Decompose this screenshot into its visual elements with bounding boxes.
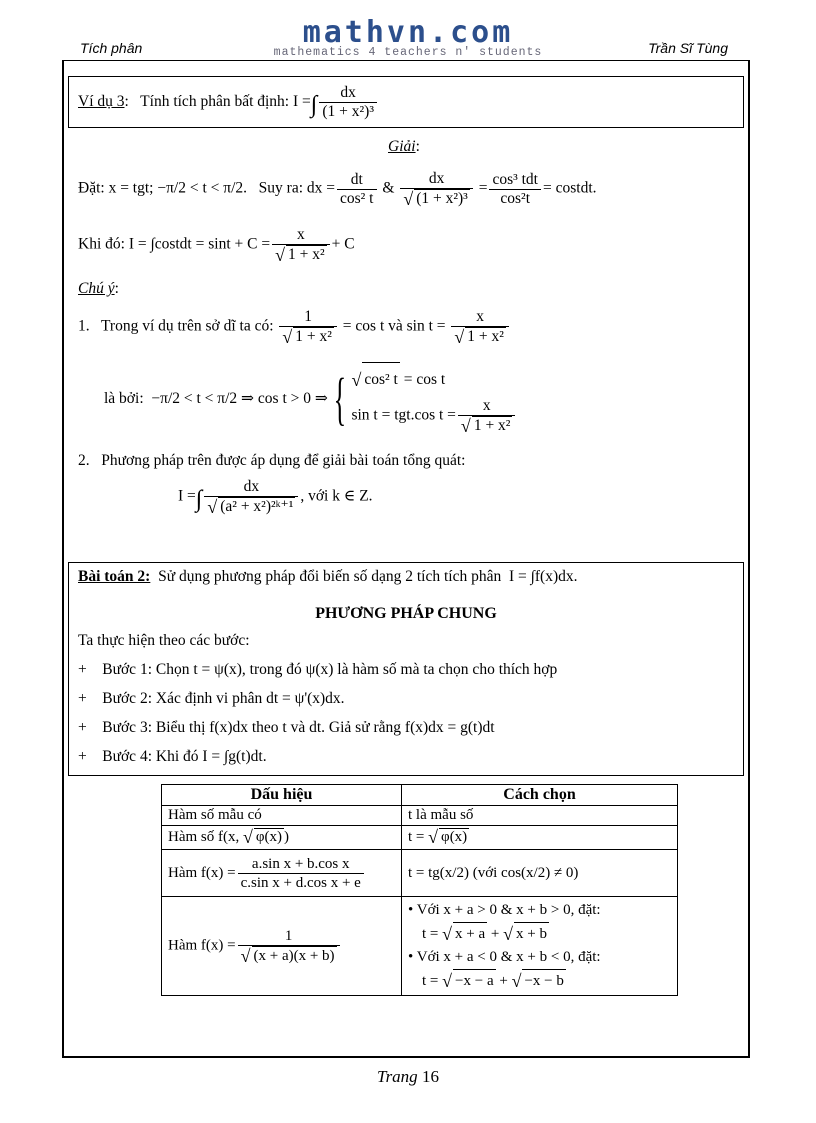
problem-line	[78, 568, 578, 586]
r4a-num: 1	[238, 927, 340, 946]
method-title: PHƯƠNG PHÁP CHUNG	[315, 605, 497, 622]
sys2-den: 1 + x²	[473, 417, 511, 434]
example-formula-lhs: I =	[293, 93, 311, 111]
item2-end: , với k ∈ Z.	[300, 487, 373, 505]
table-cell: Hàm số f(x, √ φ(x) )	[162, 826, 402, 850]
sys1-a: cos² t	[362, 362, 400, 397]
r4b-line1: • Với x + a > 0 & x + b > 0, đặt:	[408, 902, 601, 918]
c-den: cos²t	[500, 189, 531, 207]
when-lhs: I = ∫costdt = sint + C =	[128, 235, 271, 253]
r4b4-lhs: t =	[422, 973, 439, 989]
system-brace: {	[333, 365, 346, 431]
r4b4-mid: +	[499, 973, 508, 989]
step-1	[78, 661, 557, 679]
note-title-line	[78, 280, 119, 298]
dx-fraction	[337, 171, 377, 208]
r4b2-lhs: t =	[422, 926, 439, 942]
general-formula: I =∫ $\frac{dx}{\text{√ (a² + x²)²ᵏ⁺¹}}$ , với k ∈ Z.	[178, 478, 373, 517]
item1-den2: 1 + x²	[467, 328, 504, 345]
step-4-bullet: +	[78, 748, 87, 765]
problem-label: Bài toán 2:	[78, 568, 151, 585]
example-colon: :	[124, 93, 129, 111]
dx-lhs: dx =	[306, 179, 335, 197]
r2b-text: t =	[408, 829, 425, 845]
solution-title: Giải	[388, 138, 416, 155]
item1-mid: = cos t và sin t =	[342, 317, 446, 335]
method-intro: Ta thực hiện theo các bước:	[78, 632, 250, 649]
example-den: (1 + x²)³	[322, 103, 374, 120]
example-text: Tính tích phân bất định:	[140, 93, 290, 111]
r3a-fraction	[238, 855, 364, 892]
header-left: Tích phân	[80, 40, 143, 56]
step-3	[78, 719, 495, 737]
example-line: Ví dụ 3: Tính tích phân bất định: I =∫ $\frac{dx}{\text{(1 + x²)³}}$	[78, 84, 379, 121]
table-cell	[402, 897, 678, 996]
step-3-bullet: +	[78, 719, 87, 736]
infer-label: Suy ra:	[258, 179, 303, 197]
table-cell: t = tg(x/2) (với cos(x/2) ≠ 0)	[402, 850, 678, 897]
step-4-text: Bước 4: Khi đó I = ∫g(t)dt.	[102, 748, 267, 765]
problem-formula: I = ∫f(x)dx.	[509, 568, 578, 585]
step-1-text: Bước 1: Chọn t = ψ(x), trong đó ψ(x) là hàm số mà ta chọn cho thích hợp	[102, 661, 558, 678]
logo-main: mathvn.com	[302, 15, 514, 50]
r4b-line2: t = √ x + a + √ x + b	[422, 924, 547, 944]
table-cell	[162, 850, 402, 897]
logo	[252, 15, 564, 59]
item1-text: Trong ví dụ trên sở dĩ ta có:	[100, 317, 274, 335]
dx-den: cos² t	[340, 189, 374, 207]
example-fraction	[319, 84, 377, 121]
r4b2-root2: x + b	[514, 922, 549, 946]
r-num: dx	[400, 170, 473, 189]
logo-sub: mathematics 4 teachers n' students	[273, 46, 543, 59]
because-line	[104, 362, 517, 435]
note-title: Chú ý	[78, 280, 115, 297]
sys2-num: x	[458, 397, 516, 416]
note-colon: :	[114, 280, 119, 297]
c-num: cos³ tdt	[489, 171, 541, 190]
table-header-sign: Dấu hiệu	[162, 785, 402, 806]
when-end: + C	[331, 235, 355, 253]
header-right: Trần Sĩ Tùng	[648, 40, 728, 56]
r2a-root: φ(x)	[255, 829, 283, 845]
item2-text: Phương pháp trên được áp dụng để giải bài toán tổng quát:	[101, 452, 466, 469]
set-label: Đặt:	[78, 179, 105, 197]
table-cell: t = √ φ(x)	[402, 826, 678, 850]
sys2-fraction: $\frac{x}{\text{√ 1 + x²}}$	[458, 397, 516, 435]
item2-num: dx	[204, 478, 298, 497]
r3a-num: a.sin x + b.cos x	[238, 855, 364, 874]
item2-fraction: $\frac{dx}{\text{√ (a² + x²)²ᵏ⁺¹}}$	[204, 478, 298, 516]
sys1-b: = cos t	[403, 371, 446, 388]
r4b-line3: • Với x + a < 0 & x + b < 0, đặt:	[408, 949, 601, 965]
r3a-text: Hàm f(x) =	[168, 864, 236, 881]
page-footer	[0, 1067, 816, 1087]
table-row	[162, 826, 678, 850]
table-header-choice: Cách chọn	[402, 785, 678, 806]
when-line	[78, 226, 355, 264]
item1-den1: 1 + x²	[295, 328, 332, 345]
item1-prefix: 1.	[78, 317, 90, 335]
table-header-row	[162, 785, 678, 806]
step-2	[78, 690, 345, 708]
r-fraction: $\frac{dx}{\text{√ (1 + x²)³}}$	[400, 170, 473, 208]
example-label: Ví dụ 3	[78, 93, 125, 111]
substitution-line: Đặt: x = tgt; −π/2 < t < π/2. Suy ra: dx = $\frac{dt}{\text{cos² t}}$ & $\frac{dx}{\text{√ (1 + x²)³}}$ = $\frac{\text{cos³ tdt}}{\text{cos²t}}$ = costdt.	[78, 170, 597, 209]
sys2-lhs: sin t = tgt.cos t =	[351, 406, 456, 424]
when-den: 1 + x²	[287, 246, 325, 263]
table-row	[162, 806, 678, 826]
r4b4-root2: −x − b	[522, 969, 565, 993]
table-row	[162, 897, 678, 996]
r2b-root: φ(x)	[441, 829, 468, 845]
step-2-text: Bước 2: Xác định vi phân dt = ψ'(x)dx.	[102, 690, 345, 707]
table-row	[162, 850, 678, 897]
r3a-den: c.sin x + d.cos x + e	[240, 874, 361, 891]
r-den: (1 + x²)³	[416, 190, 468, 207]
solution-colon: :	[415, 138, 420, 155]
table-cell	[162, 897, 402, 996]
r2a-end: )	[284, 829, 290, 845]
step-4	[78, 748, 267, 766]
problem-text: Sử dụng phương pháp đổi biến số dạng 2 tích tích phân	[158, 568, 502, 585]
when-fraction: $\frac{x}{\text{√ 1 + x²}}$	[272, 226, 330, 264]
when-label: Khi đó:	[78, 235, 125, 253]
item2-lhs: I =	[178, 487, 196, 505]
step-2-bullet: +	[78, 690, 87, 707]
step-1-bullet: +	[78, 661, 87, 678]
r4b2-root1: x + a	[453, 922, 487, 946]
r4a-den: (x + a)(x + b)	[253, 948, 335, 964]
step-3-text: Bước 3: Biểu thị f(x)dx theo t và dt. Giả sử rằng f(x)dx = g(t)dt	[102, 719, 495, 736]
dx-num: dt	[337, 171, 377, 190]
because-formula: −π/2 < t < π/2 ⇒ cos t > 0 ⇒	[151, 390, 328, 407]
r4b2-mid: +	[490, 926, 500, 942]
item1-frac2: $\frac{x}{\text{√ 1 + x²}}$	[451, 308, 509, 346]
item1-frac1: $\frac{1}{\text{√ 1 + x²}}$	[279, 308, 337, 346]
substitution-table	[161, 784, 678, 996]
c-end: = costdt.	[542, 179, 597, 197]
note-item-2	[78, 452, 465, 470]
item1-num1: 1	[279, 308, 337, 327]
item1-num2: x	[451, 308, 509, 327]
solution-title-line	[388, 138, 420, 156]
table-cell: t là mẫu số	[402, 806, 678, 826]
c-fraction	[489, 171, 541, 208]
r2a-text: Hàm số f(x,	[168, 829, 240, 845]
r4a-text: Hàm f(x) =	[168, 937, 236, 954]
example-num: dx	[319, 84, 377, 103]
item2-den: (a² + x²)²ᵏ⁺¹	[220, 498, 294, 515]
system: √ cos² t = cos t sin t = tgt.cos t = $\frac{x}{\text{√ 1 + x²}}$	[351, 362, 517, 435]
page-number: 16	[421, 1067, 439, 1086]
item2-prefix: 2.	[78, 452, 90, 469]
footer-label: Trang	[377, 1067, 418, 1086]
note-item-1	[78, 308, 511, 346]
table-cell: Hàm số mẫu có	[162, 806, 402, 826]
set-formula: x = tgt; −π/2 < t < π/2.	[108, 179, 248, 197]
when-num: x	[272, 226, 330, 245]
r4a-fraction: $\frac{1}{√ (x + a)(x + b)}$	[238, 927, 340, 965]
because-label: là bởi:	[104, 390, 144, 407]
r4b4-root1: −x − a	[453, 969, 496, 993]
amp: &	[382, 179, 395, 197]
r4b-line4: t = √ −x − a + √ −x − b	[422, 971, 564, 991]
